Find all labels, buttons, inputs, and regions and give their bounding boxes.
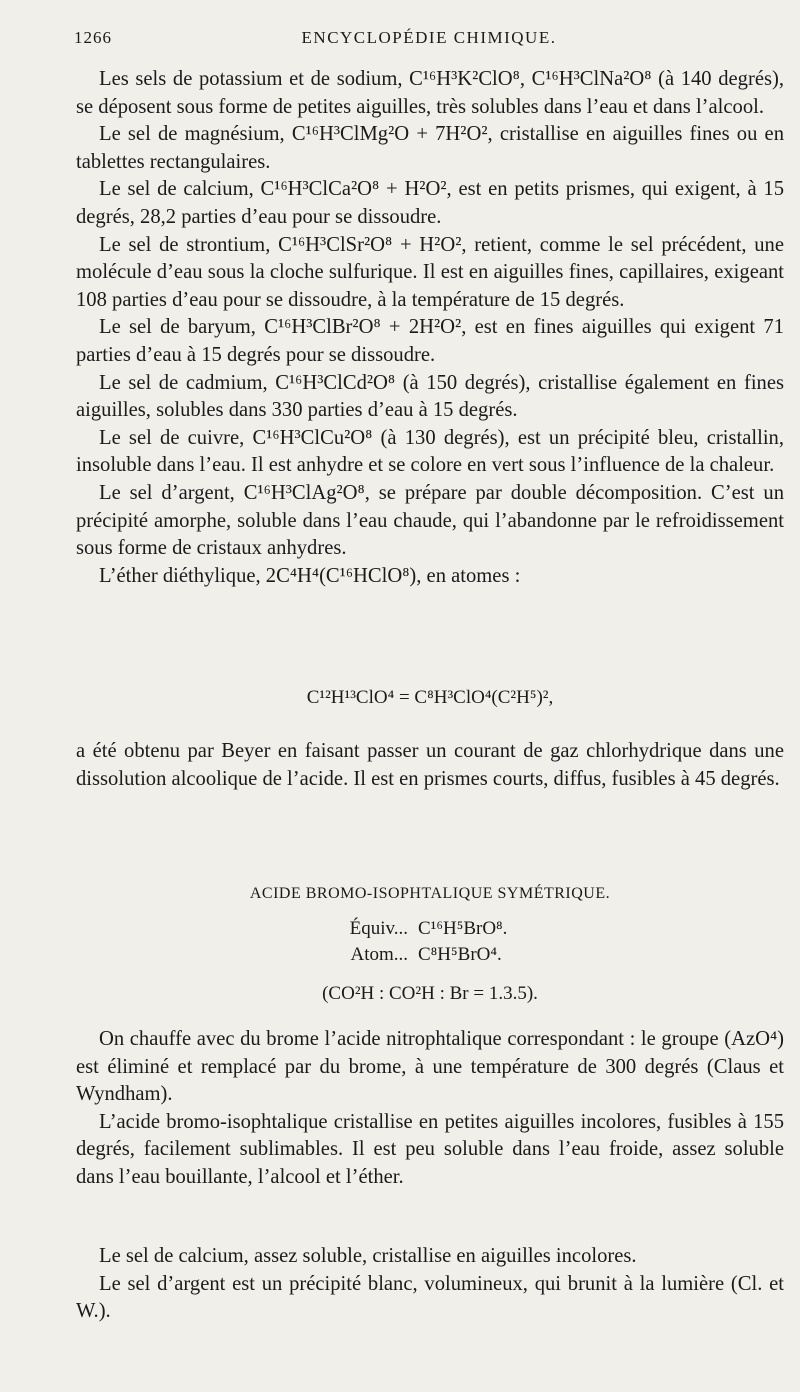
section-title: ACIDE BROMO-ISOPHTALIQUE SYMÉTRIQUE.	[249, 885, 611, 902]
paragraph-magnesium: Le sel de magnésium, C¹⁶H³ClMg²O + 7H²O², cristallise en aiguilles fines ou en tablettes rectangulaires.	[76, 123, 784, 173]
paragraph-argent: Le sel d’argent, C¹⁶H³ClAg²O⁸, se prépare par double décomposition. C’est un précipité amorphe, soluble dans l’eau chaude, qui l’abandonne par le refroidissement sous forme de cristaux anhydres.	[76, 481, 784, 560]
bromo-acid-description-block	[76, 1026, 784, 1192]
paragraph-ether-preparation: a été obtenu par Beyer en faisant passer un courant de gaz chlorhydrique dans une dissolution alcoolique de l’acide. Il est en prismes courts, diffus, fusibles à 45 degrés.	[76, 740, 784, 790]
paragraph-properties: L’acide bromo-isophtalique cristallise en petites aiguilles incolores, fusibles à 155 degrés, facilement sublimables. Il est peu soluble dans l’eau froide, assez soluble dans l’eau bouillante, l’alcool et l’éther.	[76, 1110, 784, 1188]
ether-formula: C¹²H¹³ClO⁴ = C⁸H³ClO⁴(C²H⁵)²,	[306, 687, 554, 708]
paragraph-strontium: Le sel de strontium, C¹⁶H³ClSr²O⁸ + H²O², retient, comme le sel précédent, une molécule d’eau sous la cloche sulfurique. Il est en aiguilles fines, capillaires, exigeant 108 parties d’eau pour se dissoudre, à la température de 15 degrés.	[76, 233, 784, 311]
equiv-formula: C¹⁶H⁵BrO⁸.	[418, 918, 508, 939]
paragraph-ether: L’éther diéthylique, 2C⁴H⁴(C¹⁶HClO⁸), en atomes :	[99, 564, 521, 587]
bromo-salts-block	[76, 1243, 784, 1326]
paragraph-preparation: On chauffe avec du brome l’acide nitrophtalique correspondant : le groupe (AzO⁴) est éliminé et remplacé par du brome, à une température de 300 degrés (Claus et Wyndham).	[76, 1028, 784, 1106]
atom-formula: C⁸H⁵BrO⁴.	[418, 944, 502, 965]
page-header	[74, 28, 784, 54]
substitution-positions: (CO²H : CO²H : Br = 1.3.5).	[322, 983, 538, 1004]
paragraph-cadmium: Le sel de cadmium, C¹⁶H³ClCd²O⁸ (à 150 degrés), cristallise également en fines aiguilles, solubles dans 330 parties d’eau à 15 degrés.	[76, 371, 784, 422]
ether-description-block	[76, 738, 784, 793]
paragraph-calcium: Le sel de calcium, C¹⁶H³ClCa²O⁸ + H²O², est en petits prismes, qui exigent, à 15 degrés, 28,2 parties d’eau pour se dissoudre.	[76, 178, 784, 228]
paragraph-cuivre: Le sel de cuivre, C¹⁶H³ClCu²O⁸ (à 130 degrés), est un précipité bleu, cristallin, insoluble dans l’eau. Il est anhydre et se colore en vert sous l’influence de la chaleur.	[76, 426, 784, 477]
equiv-label: Équiv...	[349, 918, 408, 939]
paragraph-potassium-sodium: Les sels de potassium et de sodium, C¹⁶H³K²ClO⁸, C¹⁶H³ClNa²O⁸ (à 140 degrés), se déposent sous forme de petites aiguilles, très solubles dans l’eau et dans l’alcool.	[76, 68, 784, 118]
paragraph-calcium-salt: Le sel de calcium, assez soluble, cristallise en aiguilles incolores.	[99, 1245, 637, 1267]
atom-label: Atom...	[350, 944, 408, 965]
equivalent-formula-row	[290, 916, 507, 942]
atomic-formula-row	[290, 942, 502, 968]
salts-description-block	[76, 66, 784, 590]
paragraph-silver-salt: Le sel d’argent est un précipité blanc, volumineux, qui brunit à la lumière (Cl. et W.).	[76, 1272, 784, 1323]
page-number: 1266	[74, 28, 112, 47]
paragraph-baryum: Le sel de baryum, C¹⁶H³ClBr²O⁸ + 2H²O², est en fines aiguilles qui exigent 71 parties d’eau à 15 degrés pour se dissoudre.	[76, 316, 784, 366]
running-title: ENCYCLOPÉDIE CHIMIQUE.	[301, 28, 557, 47]
